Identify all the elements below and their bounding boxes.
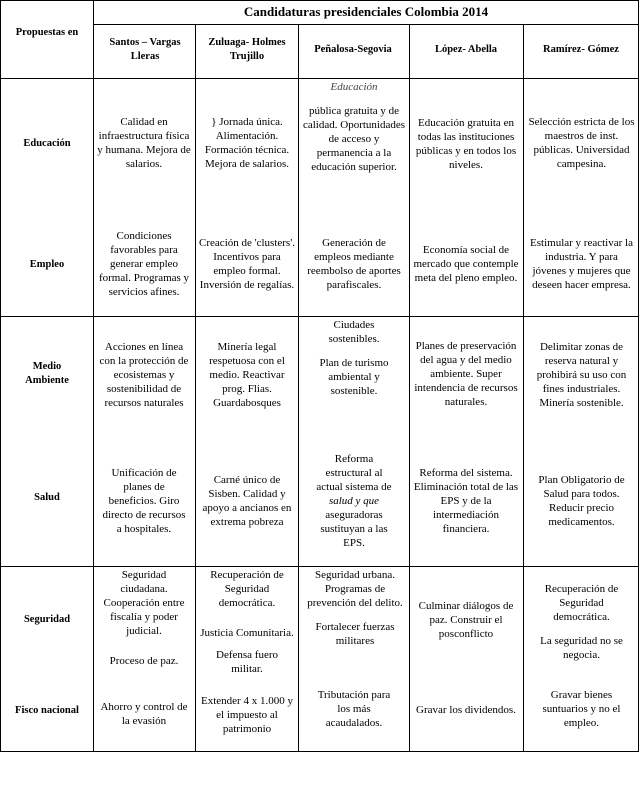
- row-label-fisco: Fisco nacional: [15, 705, 79, 716]
- cell-ambiente-zuluaga: Minería legal respetuosa con el medio. Reactivar prog. Flias. Guardabosques: [209, 341, 285, 409]
- cell-salud-lopez: Reforma del sistema. Eliminación total de las EPS y de la intermediación financiera.: [413, 467, 519, 535]
- table-title: Candidaturas presidenciales Colombia 2014: [243, 4, 489, 19]
- cell-seguridad-lopez: Culminar diálogos de paz. Construir el posconflicto: [418, 600, 514, 640]
- cell-educacion-santos: Calidad en infraestructura física y humana. Mejora de salarios.: [97, 116, 191, 170]
- cell-salud-zuluaga: Carné único de Sisben. Calidad y apoyo a ancianos en extrema pobreza: [202, 474, 292, 528]
- cell-ambiente-lopez: Planes de preservación del agua y del medio ambiente. Super intendencia de recursos naturales.: [414, 340, 518, 408]
- cell-empleo-ramirez: Estimular y reactivar la industria. Y para jóvenes y mujeres que deseen hacer empresa.: [530, 237, 633, 291]
- cell-ambiente-penalosa: Ciudades sostenibles. Plan de turismo ambiental y sostenible.: [319, 319, 389, 397]
- cell-fisco-penalosa: Tributación para los más acaudalados.: [317, 689, 391, 729]
- row-label-educacion: Educación: [23, 138, 71, 149]
- cell-educacion-penalosa: Educación pública gratuita y de calidad. Oportunidades de acceso y permanencia a la educación superior.: [302, 81, 406, 173]
- header-zuluaga: Zuluaga- Holmes Trujillo: [208, 37, 286, 62]
- corner-label: Propuestas en: [15, 27, 79, 38]
- row-label-empleo: Empleo: [29, 259, 65, 270]
- header-santos: Santos – Vargas Lleras: [109, 37, 181, 62]
- cell-seguridad-penalosa: Seguridad urbana. Programas de prevención del delito. Fortalecer fuerzas militares: [307, 569, 403, 647]
- cell-fisco-zuluaga: Extender 4 x 1.000 y el impuesto al patrimonio: [201, 695, 293, 735]
- cell-educacion-ramirez: Selección estricta de los maestros de inst. públicas. Universidad campesina.: [528, 116, 635, 170]
- cell-seguridad-zuluaga: Recuperación de Seguridad democrática. Justicia Comunitaria. Defensa fuero militar.: [200, 569, 294, 675]
- cell-empleo-zuluaga: Creación de 'clusters'. Incentivos para empleo formal. Inversión de regalías.: [199, 237, 295, 291]
- cell-educacion-lopez: Educación gratuita en todas las instituciones públicas y en todos los niveles.: [415, 117, 517, 171]
- header-ramirez: Ramírez- Gómez: [543, 44, 619, 55]
- cell-salud-santos: Unificación de planes de beneficios. Giro directo de recursos a hospitales.: [102, 467, 186, 535]
- cell-seguridad-santos: Seguridad ciudadana. Cooperación entre fiscalía y poder judicial. Proceso de paz.: [103, 569, 185, 667]
- cell-salud-penalosa: Reforma estructural al actual sistema de salud y que aseguradoras sustituyan a las EPS.: [316, 453, 392, 549]
- header-penalosa: Peñalosa-Segovia: [314, 44, 392, 55]
- cell-fisco-ramirez: Gravar bienes suntuarios y no el empleo.: [542, 689, 621, 729]
- cell-ambiente-ramirez: Delimitar zonas de reserva natural y prohibirá su uso con fines industriales. Minería sostenible.: [536, 341, 627, 409]
- cell-empleo-santos: Condiciones favorables para generar empleo formal. Programas y servicios afines.: [98, 230, 190, 298]
- cell-empleo-lopez: Economía social de mercado que contemple meta del pleno empleo.: [413, 244, 519, 284]
- cell-salud-ramirez: Plan Obligatorio de Salud para todos. Reducir precio medicamentos.: [538, 474, 625, 528]
- cell-seguridad-ramirez: Recuperación de Seguridad democrática. La seguridad no se negocia.: [540, 583, 623, 661]
- header-lopez: López- Abella: [434, 44, 498, 55]
- cell-empleo-penalosa: Generación de empleos mediante reembolso de aportes parafiscales.: [307, 237, 401, 291]
- cell-educacion-zuluaga: } Jornada única. Alimentación. Formación técnica. Mejora de salarios.: [204, 116, 290, 170]
- row-label-medio-ambiente: Medio Ambiente: [25, 361, 69, 386]
- cell-fisco-lopez: Gravar los dividendos.: [416, 704, 516, 716]
- cell-fisco-santos: Ahorro y control de la evasión: [100, 701, 188, 727]
- cell-ambiente-santos: Acciones en línea con la protección de ecosistemas y sostenibilidad de recursos naturales: [99, 341, 189, 409]
- row-label-seguridad: Seguridad: [23, 614, 71, 625]
- row-label-salud: Salud: [34, 492, 60, 503]
